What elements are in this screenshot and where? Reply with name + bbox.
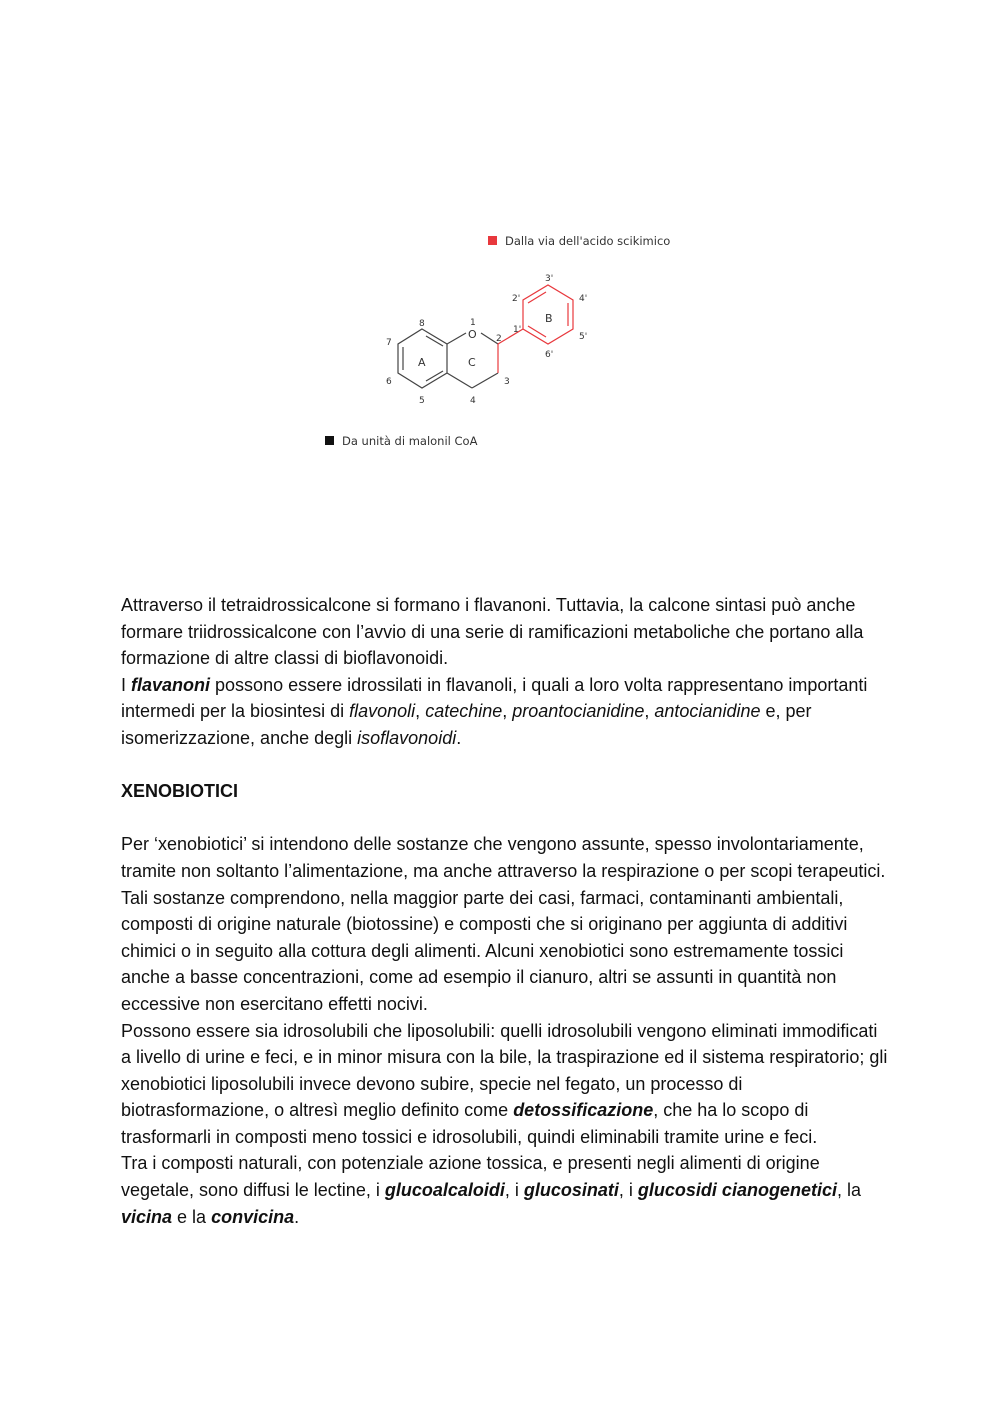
term-detossificazione: detossificazione (513, 1100, 654, 1121)
body-text (121, 592, 891, 1230)
term-vicina: vicina (121, 1206, 173, 1227)
ring-label-b: B (545, 312, 553, 325)
flavan-structure-figure (300, 225, 720, 460)
pos-3: 3 (504, 377, 510, 387)
term-glucosidi-cianogenetici: glucosidi cianogenetici (637, 1180, 837, 1201)
term-glucoalcaloidi: glucoalcaloidi (384, 1180, 505, 1201)
paragraph-calcone: Attraverso il tetraidrossicalcone si formano i flavanoni. Tuttavia, la calcone sintasi può anche formare triidrossicalcone con l’avvio di una serie di ramificazioni metaboliche che portano alla formazione di altre classi di bioflavonoidi. (121, 595, 864, 669)
pos-7: 7 (386, 338, 392, 348)
pos-1p: 1' (513, 325, 522, 335)
pos-5p: 5' (579, 332, 588, 342)
flavan-structure-diagram (300, 225, 720, 460)
term-antocianidine: antocianidine (654, 701, 761, 722)
pos-1: 1 (470, 318, 476, 328)
term-isoflavonoidi: isoflavonoidi (357, 727, 457, 748)
pos-2p: 2' (512, 294, 521, 304)
legend-red-label: Dalla via dell'acido scikimico (505, 234, 671, 248)
paragraph-natural-compounds: Tra i composti naturali, con potenziale azione tossica, e presenti negli alimenti di origine vegetale, sono diffusi le lectine, i glucoalcaloidi, i glucosinati, i glucosidi cianogenetici, la vicina e la convicina. (121, 1153, 861, 1227)
paragraph-solubility: Possono essere sia idrosolubili che liposolubili: quelli idrosolubili vengono eliminati immodificati a livello di urine e feci, e in minor misura con la bile, la traspirazione ed il sistema respiratorio; gli xenobiotici liposolubili invece devono subire, specie nel fegato, un processo di biotrasformazione, o altresì meglio definito come detossificazione, che ha lo scopo di trasformarli in composti meno tossici e idrosolubili, quindi eliminabili tramite urine e feci. (121, 1020, 888, 1147)
pos-2: 2 (496, 334, 502, 344)
spacer (121, 752, 891, 779)
pos-6p: 6' (545, 350, 554, 360)
term-catechine: catechine (425, 701, 503, 722)
paragraph-flavanoni: I flavanoni possono essere idrossilati in flavanoli, i quali a loro volta rappresentano importanti intermedi per la biosintesi di flavonoli, catechine, proantocianidine, antocianidine e, per isomerizzazione, anche degli isoflavonoidi. (121, 674, 868, 748)
pos-5: 5 (419, 396, 425, 406)
ring-b (498, 285, 573, 373)
oxygen-label: O (468, 328, 477, 341)
term-flavonoli: flavonoli (349, 701, 416, 722)
pos-8: 8 (419, 319, 425, 329)
pos-3p: 3' (545, 274, 554, 284)
pos-4: 4 (470, 396, 476, 406)
legend-black-label: Da unità di malonil CoA (342, 434, 478, 448)
pos-4p: 4' (579, 294, 588, 304)
term-flavanoni: flavanoni (131, 674, 211, 695)
term-convicina: convicina (211, 1206, 295, 1227)
legend-red-swatch (488, 236, 497, 245)
term-proantocianidine: proantocianidine (512, 701, 645, 722)
term-glucosinati: glucosinati (523, 1180, 619, 1201)
legend-black-swatch (325, 436, 334, 445)
ring-label-c: C (468, 356, 476, 369)
ring-label-a: A (418, 356, 426, 369)
section-heading-xenobiotici: XENOBIOTICI (121, 781, 239, 802)
paragraph-xenobiotici-definition: Per ‘xenobiotici’ si intendono delle sostanze che vengono assunte, spesso involontariamente, tramite non soltanto l’alimentazione, ma anche attraverso la respirazione o per scopi terapeutici. Tali sostanze comprendono, nella maggior parte dei casi, farmaci, contaminanti ambientali, composti di origine naturale (biotossine) e composti che si originano per aggiunta di additivi chimici o in seguito alla cottura degli alimenti. Alcuni xenobiotici sono estremamente tossici anche a basse concentrazioni, come ad esempio il cianuro, altri se assunti in quantità non eccessive non esercitano effetti nocivi. (121, 834, 886, 1014)
pos-6: 6 (386, 377, 392, 387)
spacer (121, 805, 891, 832)
